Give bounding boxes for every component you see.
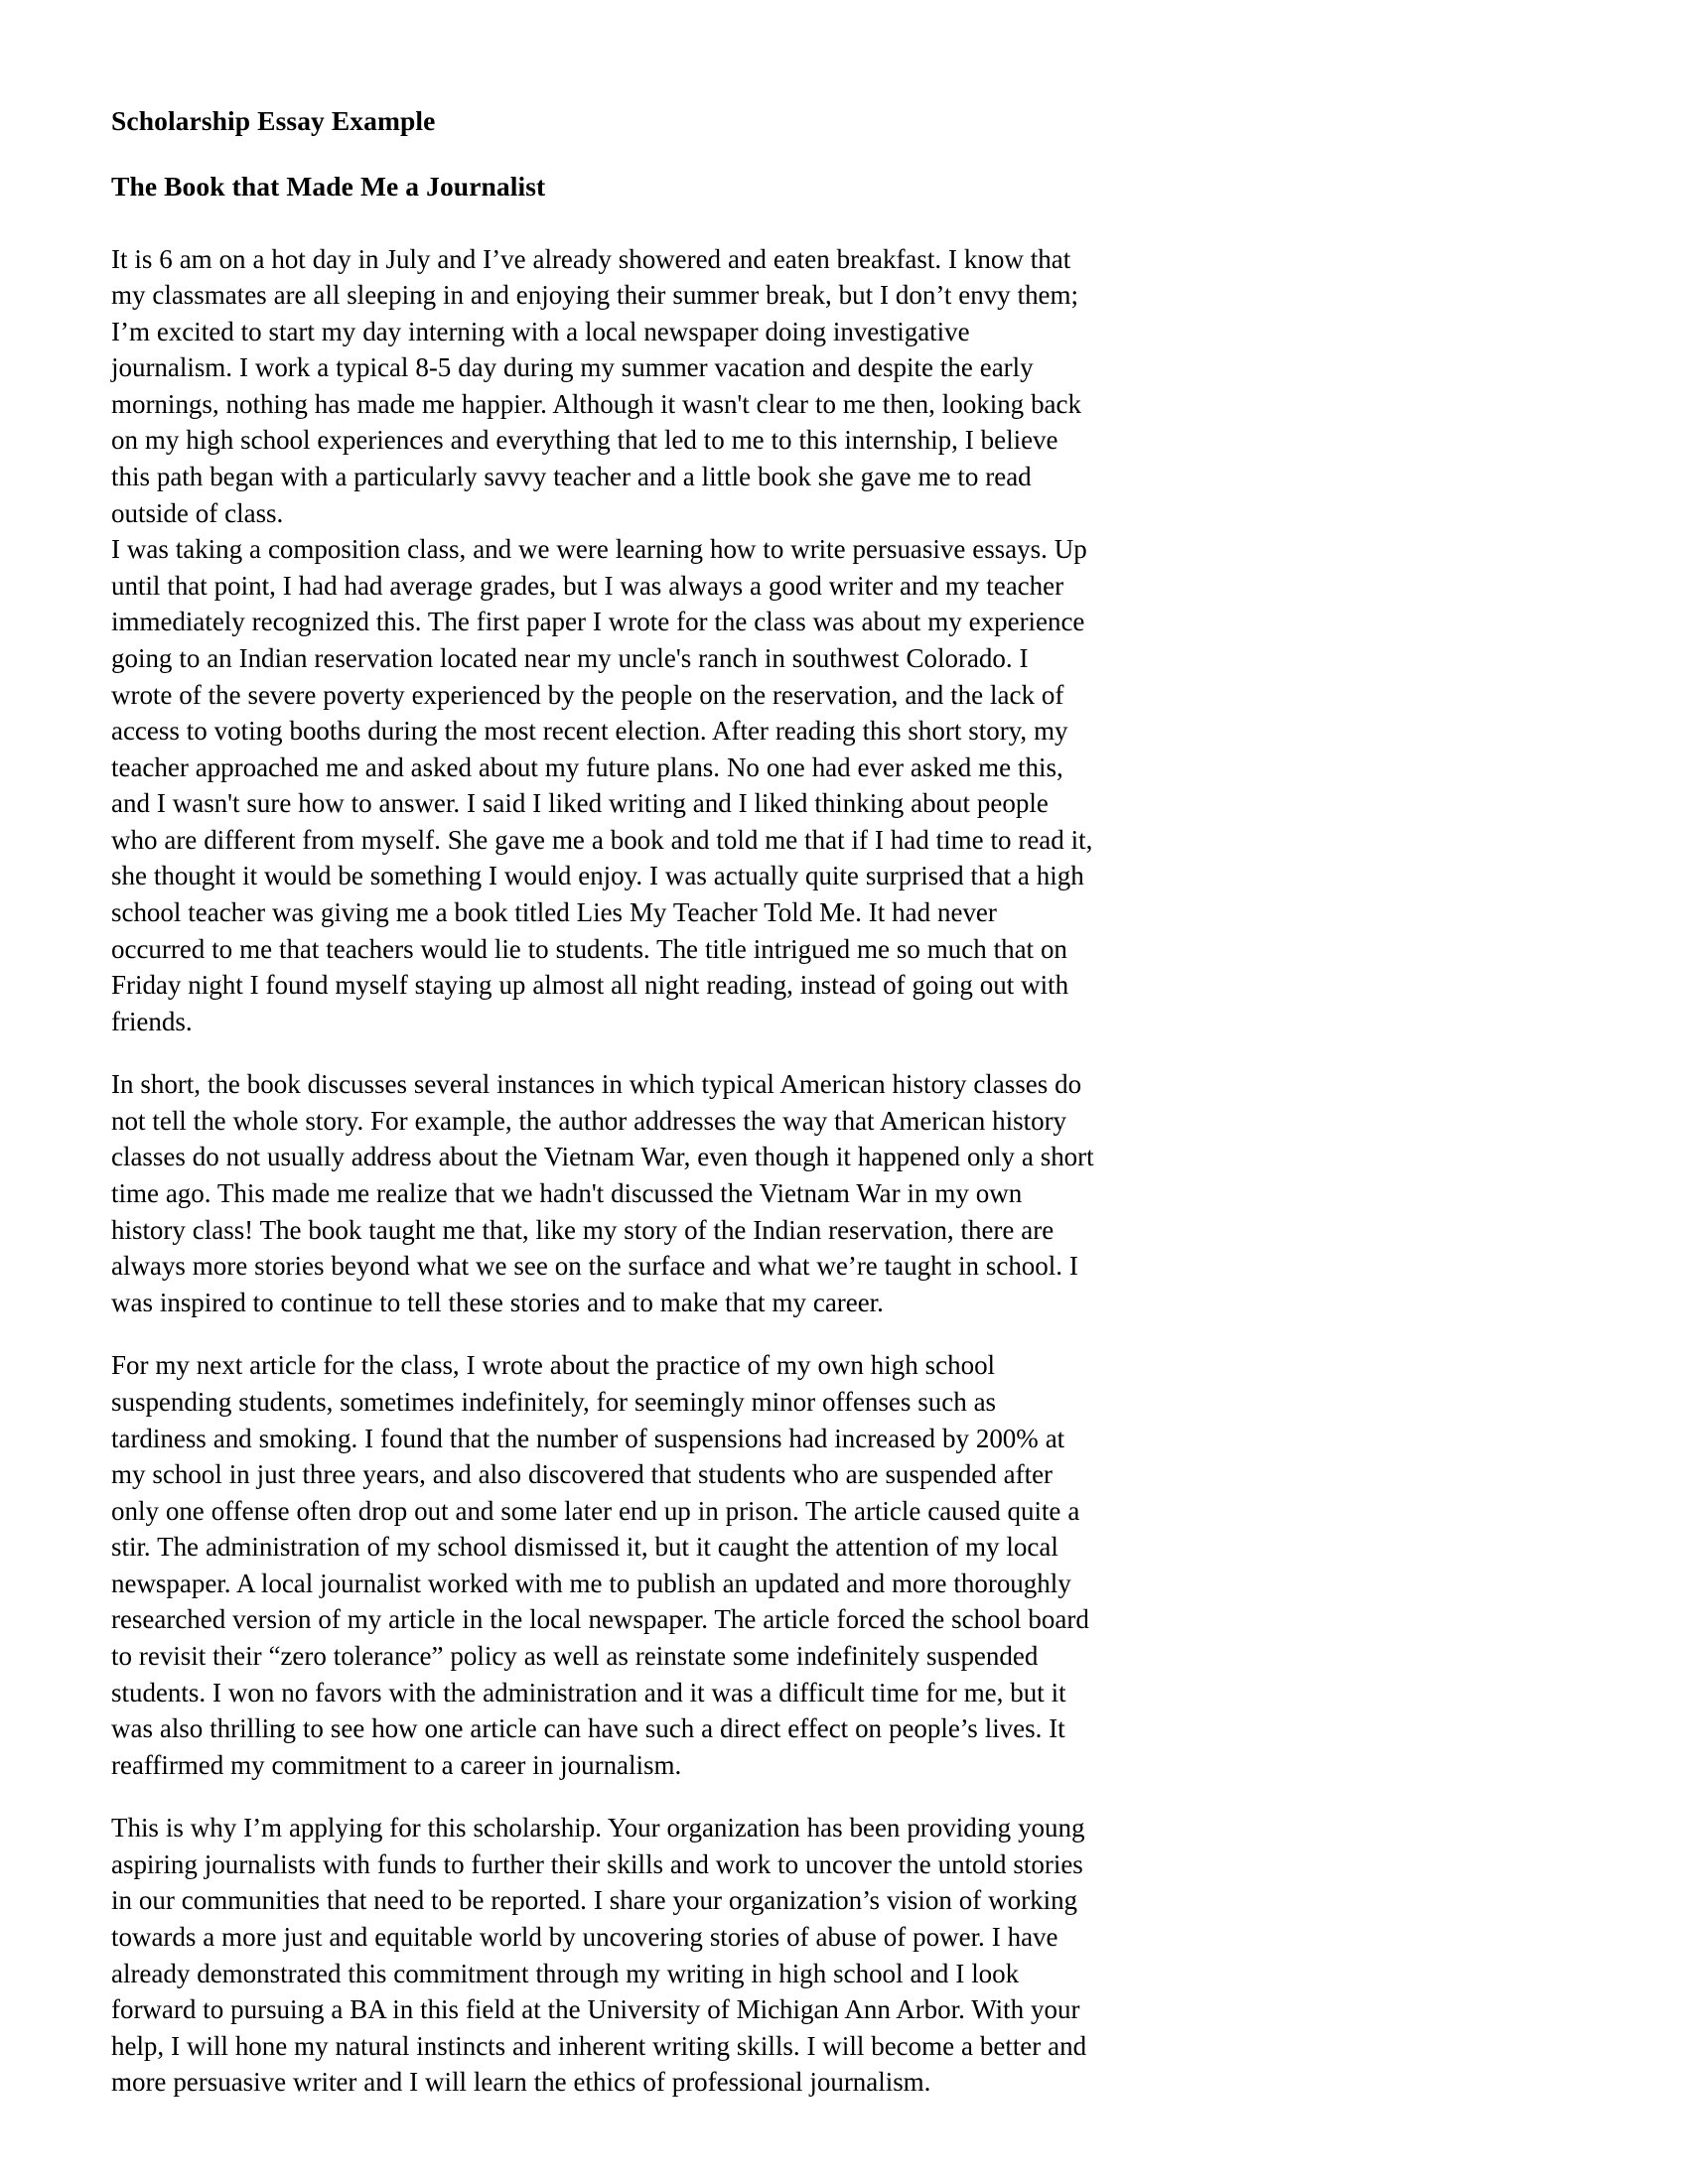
essay-paragraph: For my next article for the class, I wrote about the practice of my own high school suspending students, sometimes indefinitely, for seemingly minor offenses such as tardiness and smoking. I found that the number of suspensions had increased by 200% at my school in just three years, and also discovered that students who are suspended after only one offense often drop out and some later end up in prison. The article caused quite a stir. The administration of my school dismissed it, but it caught the attention of my local newspaper. A local journalist worked with me to publish an updated and more thoroughly researched version of my article in the local newspaper. The article forced the school board to revisit their “zero tolerance” policy as well as reinstate some indefinitely suspended students. I won no favors with the administration and it was a difficult time for me, but it was also thrilling to see how one article can have such a direct effect on people’s lives. It reaffirmed my commitment to a career in journalism. — [111, 1350, 1089, 1780]
document-body — [111, 103, 1094, 2101]
essay-paragraph: I was taking a composition class, and we were learning how to write persuasive essays. Up until that point, I had had average grades, but I was always a good writer and my teacher immediately recognized this. The first paper I wrote for the class was about my experience going to an Indian reservation located near my uncle's ranch in southwest Colorado. I wrote of the severe poverty experienced by the people on the reservation, and the lack of access to voting booths during the most recent election. After reading this short story, my teacher approached me and asked about my future plans. No one had ever asked me this, and I wasn't sure how to answer. I said I liked writing and I liked thinking about people who are different from myself. She gave me a book and told me that if I had time to read it, she thought it would be something I would enjoy. I was actually quite surprised that a high school teacher was giving me a book titled Lies My Teacher Told Me. It had never occurred to me that teachers would lie to students. The title intrigued me so much that on Friday night I found myself staying up almost all night reading, instead of going out with friends. — [111, 534, 1093, 1036]
essay-paragraph: In short, the book discusses several instances in which typical American history classes do not tell the whole story. For example, the author addresses the way that American history classes do not usually address about the Vietnam War, even though it happened only a short time ago. This made me realize that we hadn't discussed the Vietnam War in my own history class! The book taught me that, like my story of the Indian reservation, there are always more stories beyond what we see on the surface and what we’re taught in school. I was inspired to continue to tell these stories and to make that my career. — [111, 1069, 1094, 1317]
essay-paragraphs — [111, 241, 1094, 2101]
essay-subtitle: The Book that Made Me a Journalist — [111, 171, 546, 203]
page-title: Scholarship Essay Example — [111, 105, 436, 136]
essay-paragraph: This is why I’m applying for this scholarship. Your organization has been providing young aspiring journalists with funds to further their skills and work to uncover the untold stories in our communities that need to be reported. I share your organization’s vision of working towards a more just and equitable world by uncovering stories of abuse of power. I have already demonstrated this commitment through my writing in high school and I look forward to pursuing a BA in this field at the University of Michigan Ann Arbor. With your help, I will hone my natural instincts and inherent writing skills. I will become a better and more persuasive writer and I will learn the ethics of professional journalism. — [111, 1813, 1087, 2098]
essay-paragraph: It is 6 am on a hot day in July and I’ve already showered and eaten breakfast. I know that my classmates are all sleeping in and enjoying their summer break, but I don’t envy them; I’m excited to start my day interning with a local newspaper doing investigative journalism. I work a typical 8-5 day during my summer vacation and despite the early mornings, nothing has made me happier. Although it wasn't clear to me then, looking back on my high school experiences and everything that led to me to this internship, I believe this path began with a particularly savvy teacher and a little book she gave me to read outside of class. — [111, 243, 1081, 528]
